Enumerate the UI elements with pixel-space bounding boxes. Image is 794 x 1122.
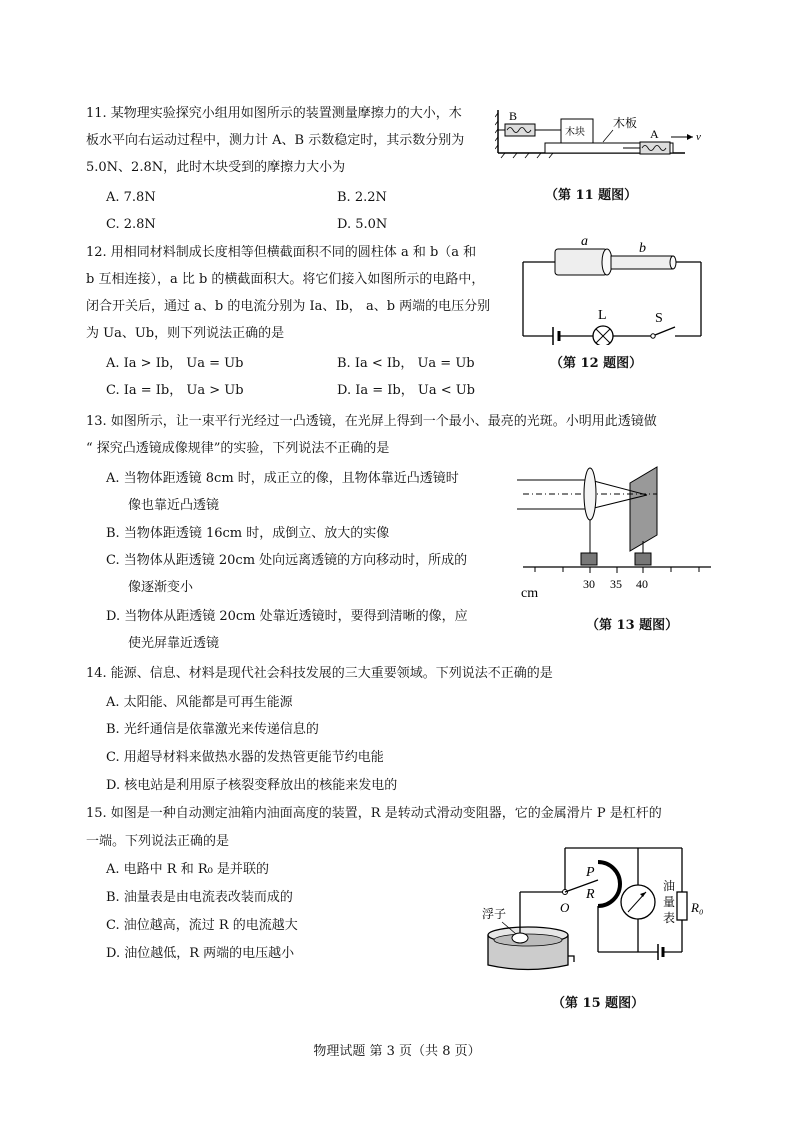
q13-option-c-2: 像逐渐变小 [128, 580, 194, 595]
q15-line-2: 一端。下列说法正确的是 [86, 834, 230, 849]
q13-option-d-1: D. 当物体从距透镜 20cm 处靠近透镜时，要得到清晰的像，应 [106, 609, 468, 624]
q15-label-r0: R₀ [691, 900, 704, 915]
q12-caption: （第 12 题图） [550, 356, 643, 371]
q13-tick-30: 30 [583, 577, 595, 591]
q11-label-block: 木块 [565, 127, 585, 138]
q13-option-d-2: 使光屏靠近透镜 [128, 636, 220, 651]
q12-option-b: B. Ia < Ib， Ua = Ub [337, 356, 475, 371]
q11-option-c: C. 2.8N [106, 217, 156, 232]
q14-line: 14. 能源、信息、材料是现代社会科技发展的三大重要领域。下列说法不正确的是 [86, 666, 553, 681]
q13-figure [515, 455, 715, 605]
q15-option-a: A. 电路中 R 和 R₀ 是并联的 [106, 862, 269, 877]
q13-line-1: 13. 如图所示，让一束平行光经过一凸透镜，在光屏上得到一个最小、最亮的光斑。小明用此透镜做 [86, 414, 657, 429]
q11-line-3: 5.0N、2.8N，此时木块受到的摩擦力大小为 [86, 160, 346, 175]
q12-option-a: A. Ia > Ib， Ua = Ub [106, 356, 244, 371]
q12-label-a: a [581, 234, 588, 249]
q13-caption: （第 13 题图） [586, 618, 679, 633]
q11-option-a: A. 7.8N [106, 190, 156, 205]
q11-line-1: 11. 某物理实验探究小组用如图所示的装置测量摩擦力的大小，木 [86, 106, 462, 121]
q13-option-b: B. 当物体距透镜 16cm 时，成倒立、放大的实像 [106, 526, 390, 541]
q13-ruler-unit: cm [521, 586, 539, 601]
q14-option-a: A. 太阳能、风能都是可再生能源 [106, 695, 293, 710]
q11-label-b: B [509, 109, 518, 123]
q12-label-s: S [655, 311, 663, 326]
q15-caption: （第 15 题图） [552, 996, 645, 1011]
q15-option-b: B. 油量表是由电流表改装而成的 [106, 890, 293, 905]
q15-gauge-char-1: 油 [663, 879, 676, 893]
q13-option-c-1: C. 当物体从距透镜 20cm 处向远离透镜的方向移动时，所成的 [106, 553, 468, 568]
q13-tick-40: 40 [636, 577, 648, 591]
q15-label-p: P [586, 865, 595, 880]
q12-label-l: L [598, 308, 607, 323]
q12-line-4: 为 Ua、Ub，则下列说法正确的是 [86, 326, 285, 341]
q11-figure [495, 105, 710, 165]
q11-option-d: D. 5.0N [337, 217, 388, 232]
q11-line-2: 板水平向右运动过程中，测力计 A、B 示数稳定时，其示数分别为 [86, 133, 465, 148]
q11-caption: （第 11 题图） [545, 188, 638, 203]
q12-line-1: 12. 用相同材料制成长度相等但横截面积不同的圆柱体 a 和 b（a 和 [86, 245, 477, 260]
q15-label-float: 浮子 [482, 907, 507, 921]
q15-gauge-char-2: 量 [663, 895, 676, 909]
q15-label-o: O [560, 900, 570, 915]
q14-option-c: C. 用超导材料来做热水器的发热管更能节约电能 [106, 750, 384, 765]
q14-option-d: D. 核电站是利用原子核裂变释放出的核能来发电的 [106, 778, 398, 793]
q11-label-board: 木板 [613, 116, 638, 130]
q11-label-v: v [696, 131, 701, 143]
q15-figure [480, 840, 710, 975]
q12-line-2: b 互相连接），a 比 b 的横截面积大。将它们接入如图所示的电路中， [86, 272, 485, 287]
q15-line-1: 15. 如图是一种自动测定油箱内油面高度的装置，R 是转动式滑动变阻器，它的金属滑片 P 是杠杆的 [86, 806, 662, 821]
q12-figure [515, 230, 715, 345]
q15-label-r: R [586, 887, 595, 902]
q12-line-3: 闭合开关后，通过 a、b 的电流分别为 Ia、Ib， a、b 两端的电压分别 [86, 299, 491, 314]
q14-option-b: B. 光纤通信是依靠激光来传递信息的 [106, 722, 319, 737]
q13-line-2: “ 探究凸透镜成像规律”的实验，下列说法不正确的是 [86, 441, 390, 456]
q11-label-a: A [650, 127, 659, 141]
q11-option-b: B. 2.2N [337, 190, 387, 205]
q13-tick-35: 35 [610, 577, 622, 591]
page-footer: 物理试题 第 3 页（共 8 页） [313, 1044, 481, 1059]
q12-label-b: b [639, 241, 646, 256]
q15-option-d: D. 油位越低，R 两端的电压越小 [106, 946, 295, 961]
q12-option-c: C. Ia = Ib， Ua > Ub [106, 383, 244, 398]
q13-option-a-1: A. 当物体距透镜 8cm 时，成正立的像，且物体靠近凸透镜时 [106, 471, 459, 486]
q12-option-d: D. Ia = Ib， Ua < Ub [337, 383, 475, 398]
q15-option-c: C. 油位越高，流过 R 的电流越大 [106, 918, 298, 933]
q15-gauge-char-3: 表 [663, 911, 676, 925]
q13-option-a-2: 像也靠近凸透镜 [128, 498, 220, 513]
